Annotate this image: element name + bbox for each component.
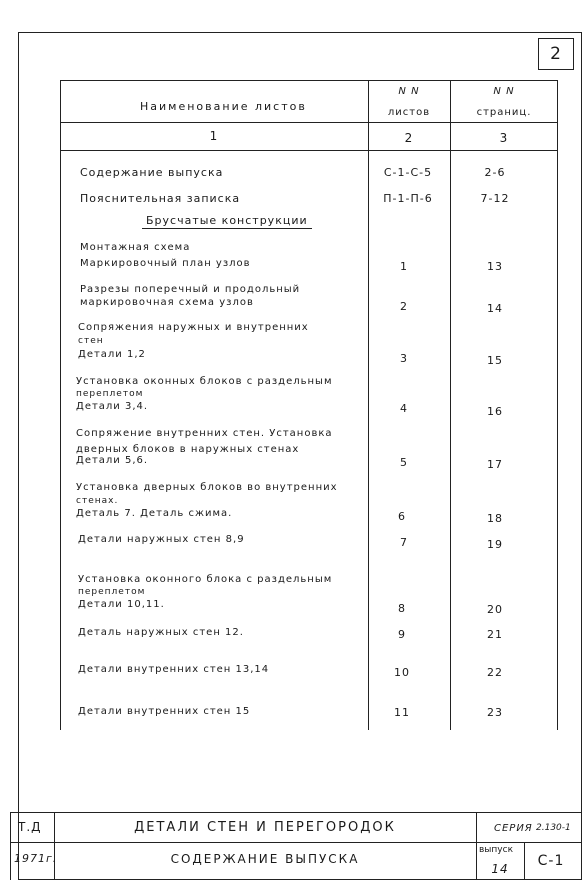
- colnum-divider: [60, 150, 558, 151]
- row-7-line-1: стенах.: [76, 496, 119, 506]
- header-pages-bottom: страниц.: [476, 107, 532, 118]
- row-10-line-0: Деталь наружных стен 12.: [78, 627, 244, 638]
- stamp-series-value: 2.130-1: [536, 823, 571, 833]
- row-11-sheet: 10: [394, 666, 410, 679]
- stamp-subtitle: СОДЕРЖАНИЕ ВЫПУСКА: [170, 852, 360, 866]
- stamp-issue-value: 14: [491, 862, 509, 876]
- stamp-td: Т.Д: [18, 820, 42, 834]
- row-0-page: 2-6: [484, 166, 506, 179]
- row-3-line-1: маркировочная схема узлов: [80, 297, 254, 308]
- stamp-issue-label: выпуск: [479, 845, 514, 855]
- row-4-sheet: 3: [400, 352, 408, 365]
- row-6-line-1: дверных блоков в наружных стенах: [76, 444, 300, 455]
- header-sheets-top: N N: [398, 86, 420, 97]
- row-9-page: 20: [487, 603, 503, 616]
- row-1-sheet: П-1-П-6: [383, 192, 433, 205]
- row-10-page: 21: [487, 628, 503, 641]
- col-number-3: 3: [499, 131, 509, 145]
- row-4-line-1: стен: [78, 336, 104, 346]
- row-9-sheet: 8: [398, 602, 406, 615]
- col-number-1: 1: [209, 129, 219, 143]
- row-5-line-2: Детали 3,4.: [76, 401, 149, 412]
- row-8-sheet: 7: [400, 536, 408, 549]
- row-2-line-1: Маркировочный план узлов: [80, 258, 251, 269]
- row-4-line-2: Детали 1,2: [78, 349, 146, 360]
- row-1-page: 7-12: [480, 192, 510, 205]
- row-4-page: 15: [487, 354, 503, 367]
- stamp-divider-sheet: [524, 842, 525, 880]
- stamp-divider-right: [476, 812, 477, 880]
- row-4-line-0: Сопряжения наружных и внутренних: [78, 322, 309, 333]
- row-12-sheet: 11: [394, 706, 410, 719]
- row-7-line-0: Установка дверных блоков во внутренних: [76, 482, 338, 493]
- row-11-page: 22: [487, 666, 503, 679]
- stamp-left-border: [10, 812, 11, 880]
- column-divider-2: [450, 80, 451, 730]
- row-12-page: 23: [487, 706, 503, 719]
- row-8-page: 19: [487, 538, 503, 551]
- stamp-title: ДЕТАЛИ СТЕН И ПЕРЕГОРОДОК: [134, 820, 396, 835]
- col-number-2: 2: [404, 131, 414, 145]
- section-title: Брусчатые конструкции: [142, 214, 312, 229]
- header-sheets-bottom: листов: [387, 107, 431, 118]
- stamp-top-border: [10, 812, 582, 813]
- row-5-line-1: переплетом: [76, 389, 144, 399]
- row-6-line-2: Детали 5,6.: [76, 455, 149, 466]
- row-1-line-0: Пояснительная записка: [80, 192, 241, 205]
- stamp-sheet-code: С-1: [537, 853, 565, 869]
- stamp-year: 1971г.: [14, 852, 58, 865]
- row-7-sheet: 6: [398, 510, 406, 523]
- row-0-line-0: Содержание выпуска: [80, 166, 224, 179]
- row-7-line-2: Деталь 7. Деталь сжима.: [76, 508, 233, 519]
- row-3-page: 14: [487, 302, 503, 315]
- row-12-line-0: Детали внутренних стен 15: [78, 706, 251, 717]
- row-9-line-2: Детали 10,11.: [78, 599, 165, 610]
- row-2-sheet: 1: [400, 260, 408, 273]
- row-6-sheet: 5: [400, 456, 408, 469]
- row-10-sheet: 9: [398, 628, 406, 641]
- row-5-page: 16: [487, 405, 503, 418]
- row-11-line-0: Детали внутренних стен 13,14: [78, 664, 270, 675]
- row-8-line-0: Детали наружных стен 8,9: [78, 534, 245, 545]
- header-divider: [60, 122, 558, 123]
- stamp-series-label: СЕРИЯ: [494, 823, 533, 834]
- row-3-line-0: Разрезы поперечный и продольный: [80, 284, 301, 295]
- row-7-page: 18: [487, 512, 503, 525]
- row-6-page: 17: [487, 458, 503, 471]
- row-2-line-0: Монтажная схема: [80, 242, 191, 253]
- row-6-line-0: Сопряжение внутренних стен. Установка: [76, 428, 333, 439]
- row-9-line-0: Установка оконного блока с раздельным: [78, 574, 333, 585]
- row-9-line-1: переплетом: [78, 587, 146, 597]
- row-5-line-0: Установка оконных блоков с раздельным: [76, 376, 333, 387]
- stamp-middle-border: [10, 842, 582, 843]
- row-0-sheet: С-1-С-5: [383, 166, 433, 179]
- row-2-page: 13: [487, 260, 503, 273]
- header-name: Наименование листов: [140, 100, 307, 113]
- page-number: 2: [550, 44, 562, 64]
- row-5-sheet: 4: [400, 402, 408, 415]
- row-3-sheet: 2: [400, 300, 408, 313]
- header-pages-top: N N: [493, 86, 515, 97]
- column-divider-1: [368, 80, 369, 730]
